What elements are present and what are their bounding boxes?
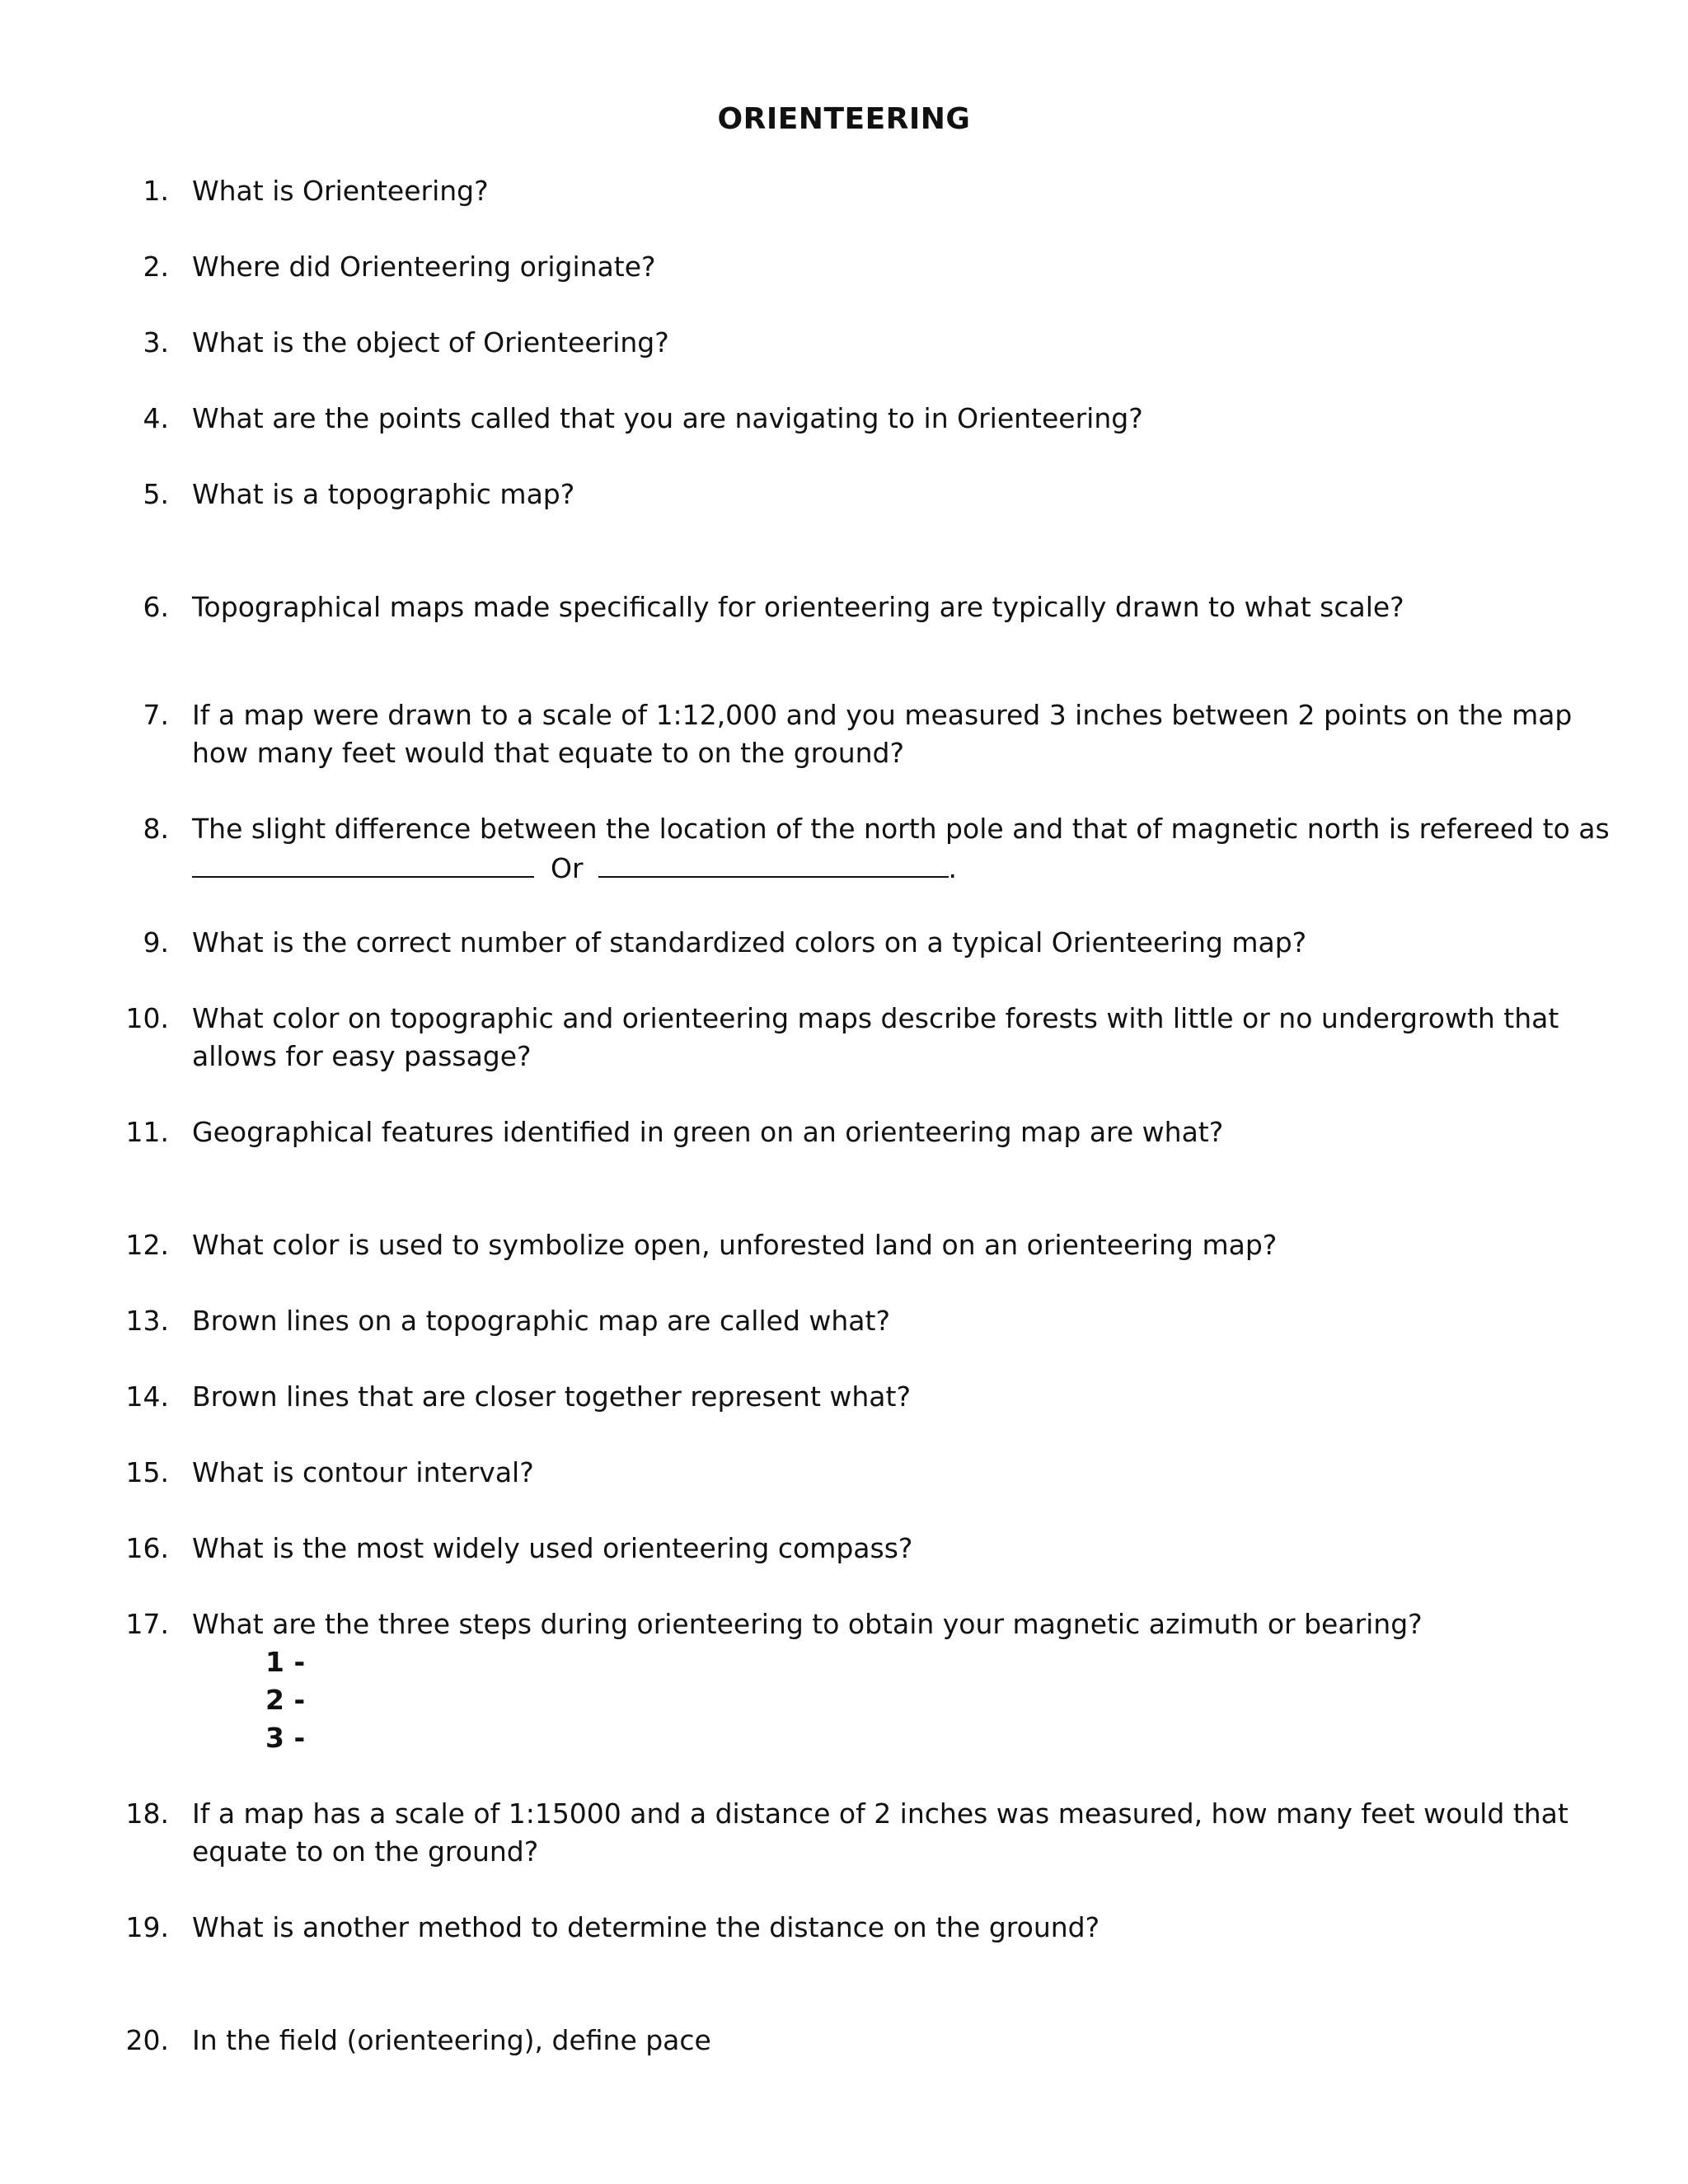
question-number: 20. <box>125 2024 169 2056</box>
question-number: 7. <box>143 699 169 731</box>
question-text: The slight difference between the location of the north pole and that of magnetic north is refereed to as <box>192 813 1610 845</box>
question-text: What color is used to symbolize open, unforested land on an orienteering map? <box>192 1229 1278 1261</box>
question-number: 18. <box>125 1797 169 1830</box>
question-number: 5. <box>143 478 169 510</box>
question-text: What are the points called that you are navigating to in Orienteering? <box>192 402 1143 434</box>
question-text: Topographical maps made specifically for orienteering are typically drawn to what scale? <box>192 591 1404 623</box>
question-text: What is the object of Orienteering? <box>192 326 669 359</box>
step-2: 2 - <box>265 1684 306 1716</box>
question-number: 19. <box>125 1911 169 1943</box>
question-text: What color on topographic and orienteering maps describe forests with little or no undergrowth that allows for easy passage? <box>192 1002 1559 1072</box>
question-number: 4. <box>143 402 169 434</box>
question-text: Brown lines on a topographic map are called what? <box>192 1305 890 1337</box>
question-text: If a map were drawn to a scale of 1:12,000 and you measured 3 inches between 2 points on the map how many feet would that equate to on the ground? <box>192 699 1573 769</box>
question-text: Brown lines that are closer together represent what? <box>192 1380 911 1413</box>
question-number: 1. <box>143 175 169 207</box>
question-text: What is a topographic map? <box>192 478 575 510</box>
question-text: What is Orienteering? <box>192 175 489 207</box>
step-1: 1 - <box>265 1646 306 1678</box>
question-text: Where did Orienteering originate? <box>192 251 656 283</box>
question-text: Geographical features identified in green on an orienteering map are what? <box>192 1116 1224 1148</box>
answer-blank-2[interactable] <box>598 848 949 878</box>
question-text: What are the three steps during orienteering to obtain your magnetic azimuth or bearing? <box>192 1608 1423 1640</box>
question-number: 10. <box>125 1002 169 1034</box>
question-number: 15. <box>125 1456 169 1488</box>
question-number: 14. <box>125 1380 169 1413</box>
period: . <box>948 852 958 884</box>
question-text: What is the most widely used orienteering compass? <box>192 1532 913 1564</box>
step-3: 3 - <box>265 1722 306 1754</box>
question-number: 16. <box>125 1532 169 1564</box>
answer-blank-1[interactable] <box>192 848 534 878</box>
question-number: 12. <box>125 1229 169 1261</box>
question-number: 6. <box>143 591 169 623</box>
question-number: 17. <box>125 1608 169 1640</box>
question-number: 2. <box>143 251 169 283</box>
question-text: What is another method to determine the distance on the ground? <box>192 1911 1100 1943</box>
question-text: What is contour interval? <box>192 1456 534 1488</box>
question-number: 9. <box>143 926 169 958</box>
question-text: If a map has a scale of 1:15000 and a distance of 2 inches was measured, how many feet would that equate to on the ground? <box>192 1797 1568 1868</box>
question-number: 3. <box>143 326 169 359</box>
page-title: ORIENTEERING <box>717 102 971 136</box>
question-text: What is the correct number of standardized colors on a typical Orienteering map? <box>192 926 1307 958</box>
question-number: 8. <box>143 813 169 845</box>
or-label: Or <box>551 852 584 884</box>
question-number: 11. <box>125 1116 169 1148</box>
question-number: 13. <box>125 1305 169 1337</box>
question-text: In the field (orienteering), define pace <box>192 2024 711 2056</box>
question-text-block <box>192 810 1618 888</box>
